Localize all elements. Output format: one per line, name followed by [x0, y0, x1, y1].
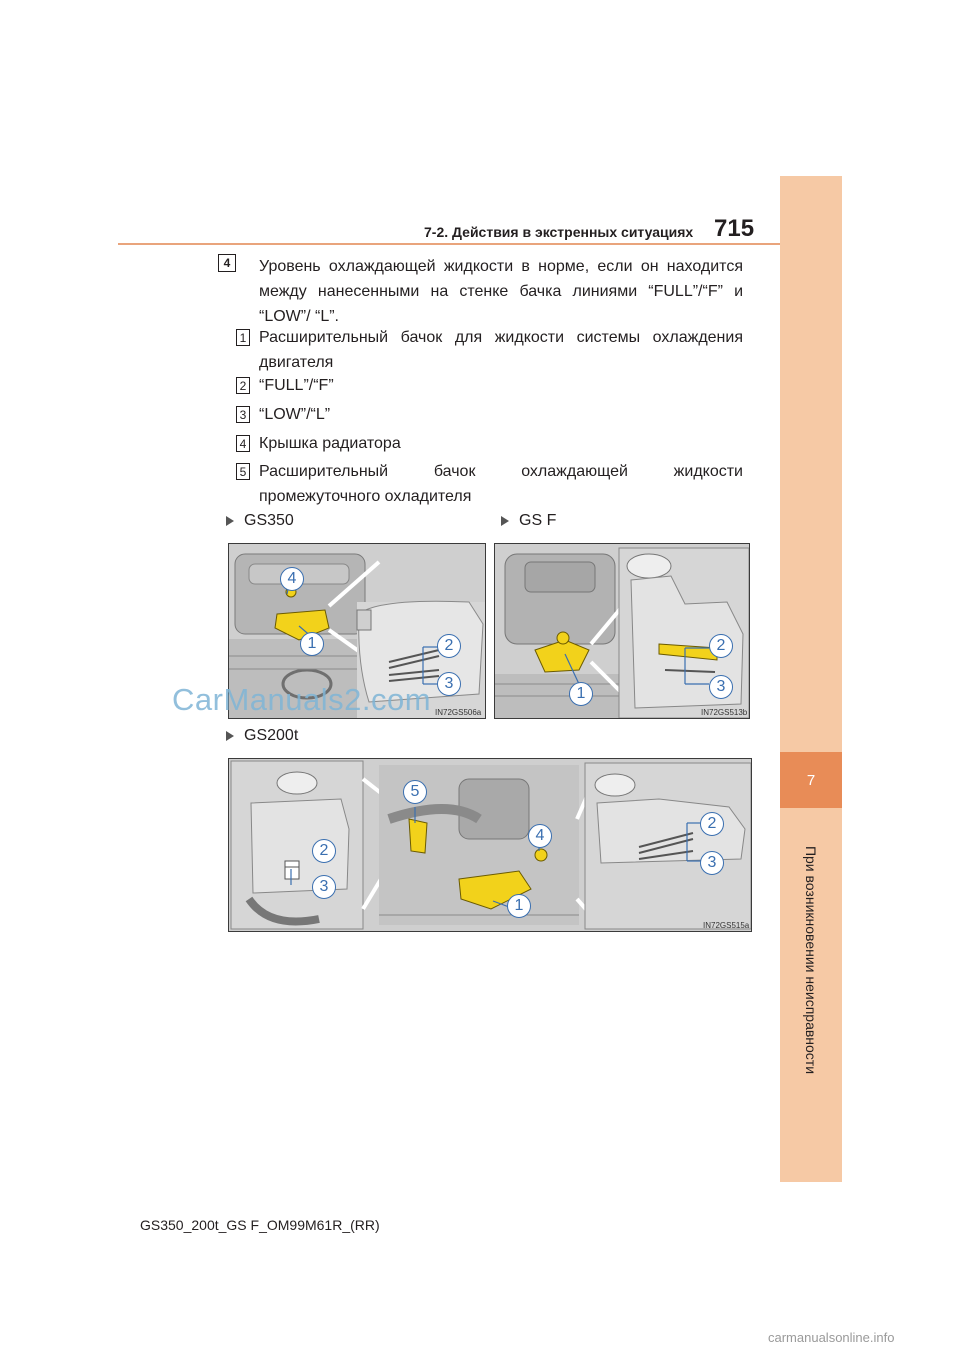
item-text-4: Крышка радиатора	[259, 435, 401, 452]
figure-label-gsf-text: GS F	[519, 512, 557, 529]
callout-3-gs350: 3	[437, 672, 461, 696]
callout-3-gs200t-left: 3	[312, 875, 336, 899]
figure-gs350-code: IN72GS506a	[435, 708, 482, 717]
triangle-bullet-icon	[226, 731, 234, 741]
item-number-3: 3	[236, 406, 250, 423]
callout-2-gs200t-right: 2	[700, 812, 724, 836]
figure-label-gs350	[226, 512, 294, 530]
figure-label-gs200t	[226, 727, 298, 745]
chapter-number: 7	[806, 771, 816, 789]
item-number-5: 5	[236, 463, 250, 480]
callout-3-gs200t-right: 3	[700, 851, 724, 875]
site-watermark: carmanualsonline.info	[768, 1330, 895, 1345]
figure-gs200t-callout-lines	[229, 759, 752, 932]
item-number-4: 4	[236, 435, 250, 452]
callout-4-gs200t: 4	[528, 824, 552, 848]
callout-1-gs200t: 1	[507, 894, 531, 918]
figure-label-gsf	[501, 512, 556, 530]
chapter-label: При возникновении неисправности	[803, 845, 819, 1075]
callout-3-gsf: 3	[709, 675, 733, 699]
item-number-2: 2	[236, 377, 250, 394]
chapter-number-box	[780, 752, 842, 808]
item-text-1: Расширительный бачок для жидкости системы охлаждения двигателя	[259, 329, 743, 371]
item-text-2: “FULL”/“F”	[259, 377, 334, 394]
triangle-bullet-icon	[501, 516, 509, 526]
step-text: Уровень охлаждающей жидкости в норме, если он находится между нанесенными на стенке бачка линиями “FULL”/“F” и “LOW”/ “L”.	[259, 258, 743, 325]
callout-4-gs350: 4	[280, 567, 304, 591]
header-rule	[118, 243, 780, 245]
callout-1-gsf: 1	[569, 682, 593, 706]
item-text-5: Расширительный бачок охлаждающей жидкости промежуточного охладителя	[259, 463, 743, 505]
watermark: CarManuals2.com	[172, 682, 432, 717]
figure-label-gs200t-text: GS200t	[244, 727, 299, 744]
figure-gs200t-code: IN72GS515a	[703, 921, 750, 930]
figure-gsf-code: IN72GS513b	[701, 708, 748, 717]
callout-5-gs200t: 5	[403, 780, 427, 804]
footer-code: GS350_200t_GS F_OM99M61R_(RR)	[140, 1217, 380, 1233]
item-number-1: 1	[236, 329, 250, 346]
triangle-bullet-icon	[226, 516, 234, 526]
figure-gs200t	[228, 758, 752, 932]
item-text-3: “LOW”/“L”	[259, 406, 331, 423]
callout-1-gs350: 1	[300, 632, 324, 656]
callout-2-gs200t-left: 2	[312, 839, 336, 863]
section-title: 7-2. Действия в экстренных ситуациях	[424, 224, 694, 240]
callout-2-gs350: 2	[437, 634, 461, 658]
step-badge: 4	[218, 254, 236, 272]
figure-label-gs350-text: GS350	[244, 512, 294, 529]
page-number: 715	[714, 215, 755, 242]
callout-2-gsf: 2	[709, 634, 733, 658]
